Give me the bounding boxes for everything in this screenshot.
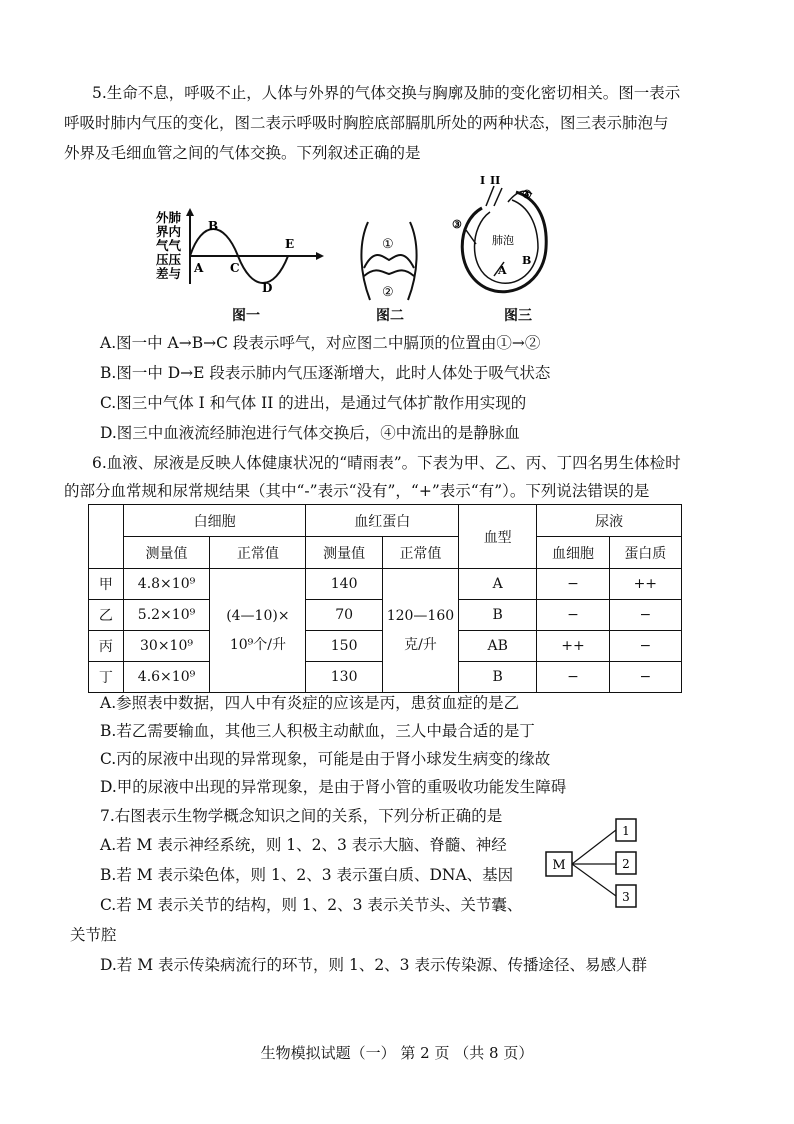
row-name: 乙 [89,600,124,631]
q6-stem-line2: 的部分血常规和尿常规结果（其中“-”表示“没有”，“+”表示“有”）。下列说法错误的是 [64,482,650,500]
fig1-point-a: A [194,261,204,275]
row-type: AB [459,631,537,662]
page-footer: 生物模拟试题（一） 第 2 页 （共 8 页） [260,1044,534,1062]
header-hb-normal: 正常值 [382,537,458,569]
hb-normal-line2: 克/升 [404,636,437,653]
row-name: 丁 [89,662,124,693]
diagram-label-3: 3 [622,890,630,904]
row-wbc: 30×10⁹ [123,631,210,662]
fig1-point-d: D [262,281,273,295]
fig1-point-b: B [208,219,219,233]
header-hb-measured: 测量值 [306,537,382,569]
q5-option-c: C.图三中气体 I 和气体 II 的进出，是通过气体扩散作用实现的 [100,394,527,412]
fig3-arrow-ii [494,188,502,206]
figure-1-pressure-graph [152,206,332,296]
row-hb: 140 [306,569,382,600]
fig3-label-4: ④ [522,188,532,201]
q7-option-a: A.若 M 表示神经系统，则 1、2、3 表示大脑、脊髓、神经 [100,836,507,854]
fig1-caption: 图一 [232,308,260,324]
fig1-point-c: C [230,261,240,275]
row-type: B [459,662,537,693]
diagram-label-m: M [552,858,566,873]
hb-normal-range [382,569,458,693]
row-wbc: 4.6×10⁹ [123,662,210,693]
q7-option-b: B.若 M 表示染色体，则 1、2、3 表示蛋白质、DNA、基因 [100,866,514,884]
row-wbc: 4.8×10⁹ [123,569,210,600]
row-cells: − [537,662,609,693]
q6-stem-line1: 6.血液、尿液是反映人体健康状况的“晴雨表”。下表为甲、乙、丙、丁四名男生体检时 [92,454,681,472]
header-wbc: 白细胞 [123,505,306,537]
row-cells: − [537,600,609,631]
row-type: B [459,600,537,631]
fig3-arrow-i [486,186,494,206]
q5-stem-line2: 呼吸时肺内气压的变化，图二表示呼吸时胸腔底部膈肌所处的两种状态，图三表示肺泡与 [64,114,669,132]
diagram-link-3 [572,864,616,896]
q6-option-d: D.甲的尿液中出现的异常现象，是由于肾小管的重吸收功能发生障碍 [100,778,567,796]
row-cells: − [537,569,609,600]
header-wbc-normal: 正常值 [210,537,306,569]
fig1-ylabel-5: 差与 [156,266,182,281]
hb-normal-line1: 120—160 [386,607,455,624]
q7-stem: 7.右图表示生物学概念知识之间的关系，下列分析正确的是 [100,807,503,825]
wbc-normal-line2: 10⁹个/升 [229,636,286,653]
blood-urine-table [88,504,682,693]
fig2-label-1: ① [382,237,394,252]
row-hb: 70 [306,600,382,631]
header-blood-type: 血型 [459,505,537,569]
q7-option-c: C.若 M 表示关节的结构，则 1、2、3 表示关节头、关节囊、 [100,896,523,914]
fig1-ylabel-1: 外肺 [156,210,182,225]
table-corner [89,505,124,569]
row-cells: ++ [537,631,609,662]
q5-option-d: D.图三中血液流经肺泡进行气体交换后，④中流出的是静脉血 [100,424,520,442]
q6-option-a: A.参照表中数据，四人中有炎症的应该是丙，患贫血症的是乙 [100,694,520,712]
table-row [89,569,682,600]
fig3-caption: 图三 [504,308,532,324]
row-hb: 150 [306,631,382,662]
diagram-label-1: 1 [622,824,630,838]
q5-stem-line3: 外界及毛细血管之间的气体交换。下列叙述正确的是 [64,144,421,162]
header-urine-protein: 蛋白质 [609,537,681,569]
fig1-ylabel-2: 界内 [156,224,182,239]
q5-option-b: B.图一中 D→E 段表示肺内气压逐渐增大，此时人体处于吸气状态 [100,364,551,382]
q7-option-c-continued: 关节腔 [70,926,117,944]
fig1-ylabel-4: 压压 [156,252,182,267]
fig1-x-arrow [316,252,324,260]
wbc-normal-range [210,569,306,693]
diagram-label-2: 2 [622,857,630,871]
row-type: A [459,569,537,600]
fig3-arrow-3 [466,230,476,244]
fig3-label-b: B [522,254,532,267]
q5-option-a: A.图一中 A→B→C 段表示呼气，对应图二中膈顶的位置由①→② [100,334,541,352]
figure-2-diaphragm [354,214,424,304]
header-hb: 血红蛋白 [306,505,459,537]
q7-option-d: D.若 M 表示传染病流行的环节，则 1、2、3 表示传染源、传播途径、易感人群 [100,956,647,974]
row-wbc: 5.2×10⁹ [123,600,210,631]
fig2-diaphragm-low [364,270,414,276]
fig1-point-e: E [285,237,295,251]
q6-option-b: B.若乙需要输血，其他三人积极主动献血，三人中最合适的是丁 [100,722,535,740]
row-protein: − [609,662,681,693]
fig3-label-i: I [480,174,486,187]
fig3-label-ii: II [490,174,501,187]
fig2-caption: 图二 [376,308,404,324]
header-wbc-measured: 测量值 [123,537,210,569]
fig1-y-arrow [186,208,194,216]
fig2-diaphragm-high [364,255,414,268]
fig3-label-alveolus: 肺泡 [492,234,514,247]
header-urine: 尿液 [537,505,682,537]
row-protein: ++ [609,569,681,600]
concept-diagram [542,814,642,910]
diagram-link-1 [572,830,616,864]
q6-option-c: C.丙的尿液中出现的异常现象，可能是由于肾小球发生病变的缘故 [100,750,551,768]
fig2-label-2: ② [382,285,394,300]
row-hb: 130 [306,662,382,693]
row-name: 丙 [89,631,124,662]
fig3-label-a: A [498,264,507,277]
fig1-ylabel-3: 气气 [156,238,182,253]
fig3-label-3: ③ [452,218,462,231]
q5-stem-line1: 5.生命不息，呼吸不止，人体与外界的气体交换与胸廓及肺的变化密切相关。图一表示 [92,84,681,102]
header-urine-cells: 血细胞 [537,537,609,569]
wbc-normal-line1: (4—10)× [226,607,290,624]
row-protein: − [609,600,681,631]
row-protein: − [609,631,681,662]
row-name: 甲 [89,569,124,600]
figure-3-alveolus [446,172,556,306]
